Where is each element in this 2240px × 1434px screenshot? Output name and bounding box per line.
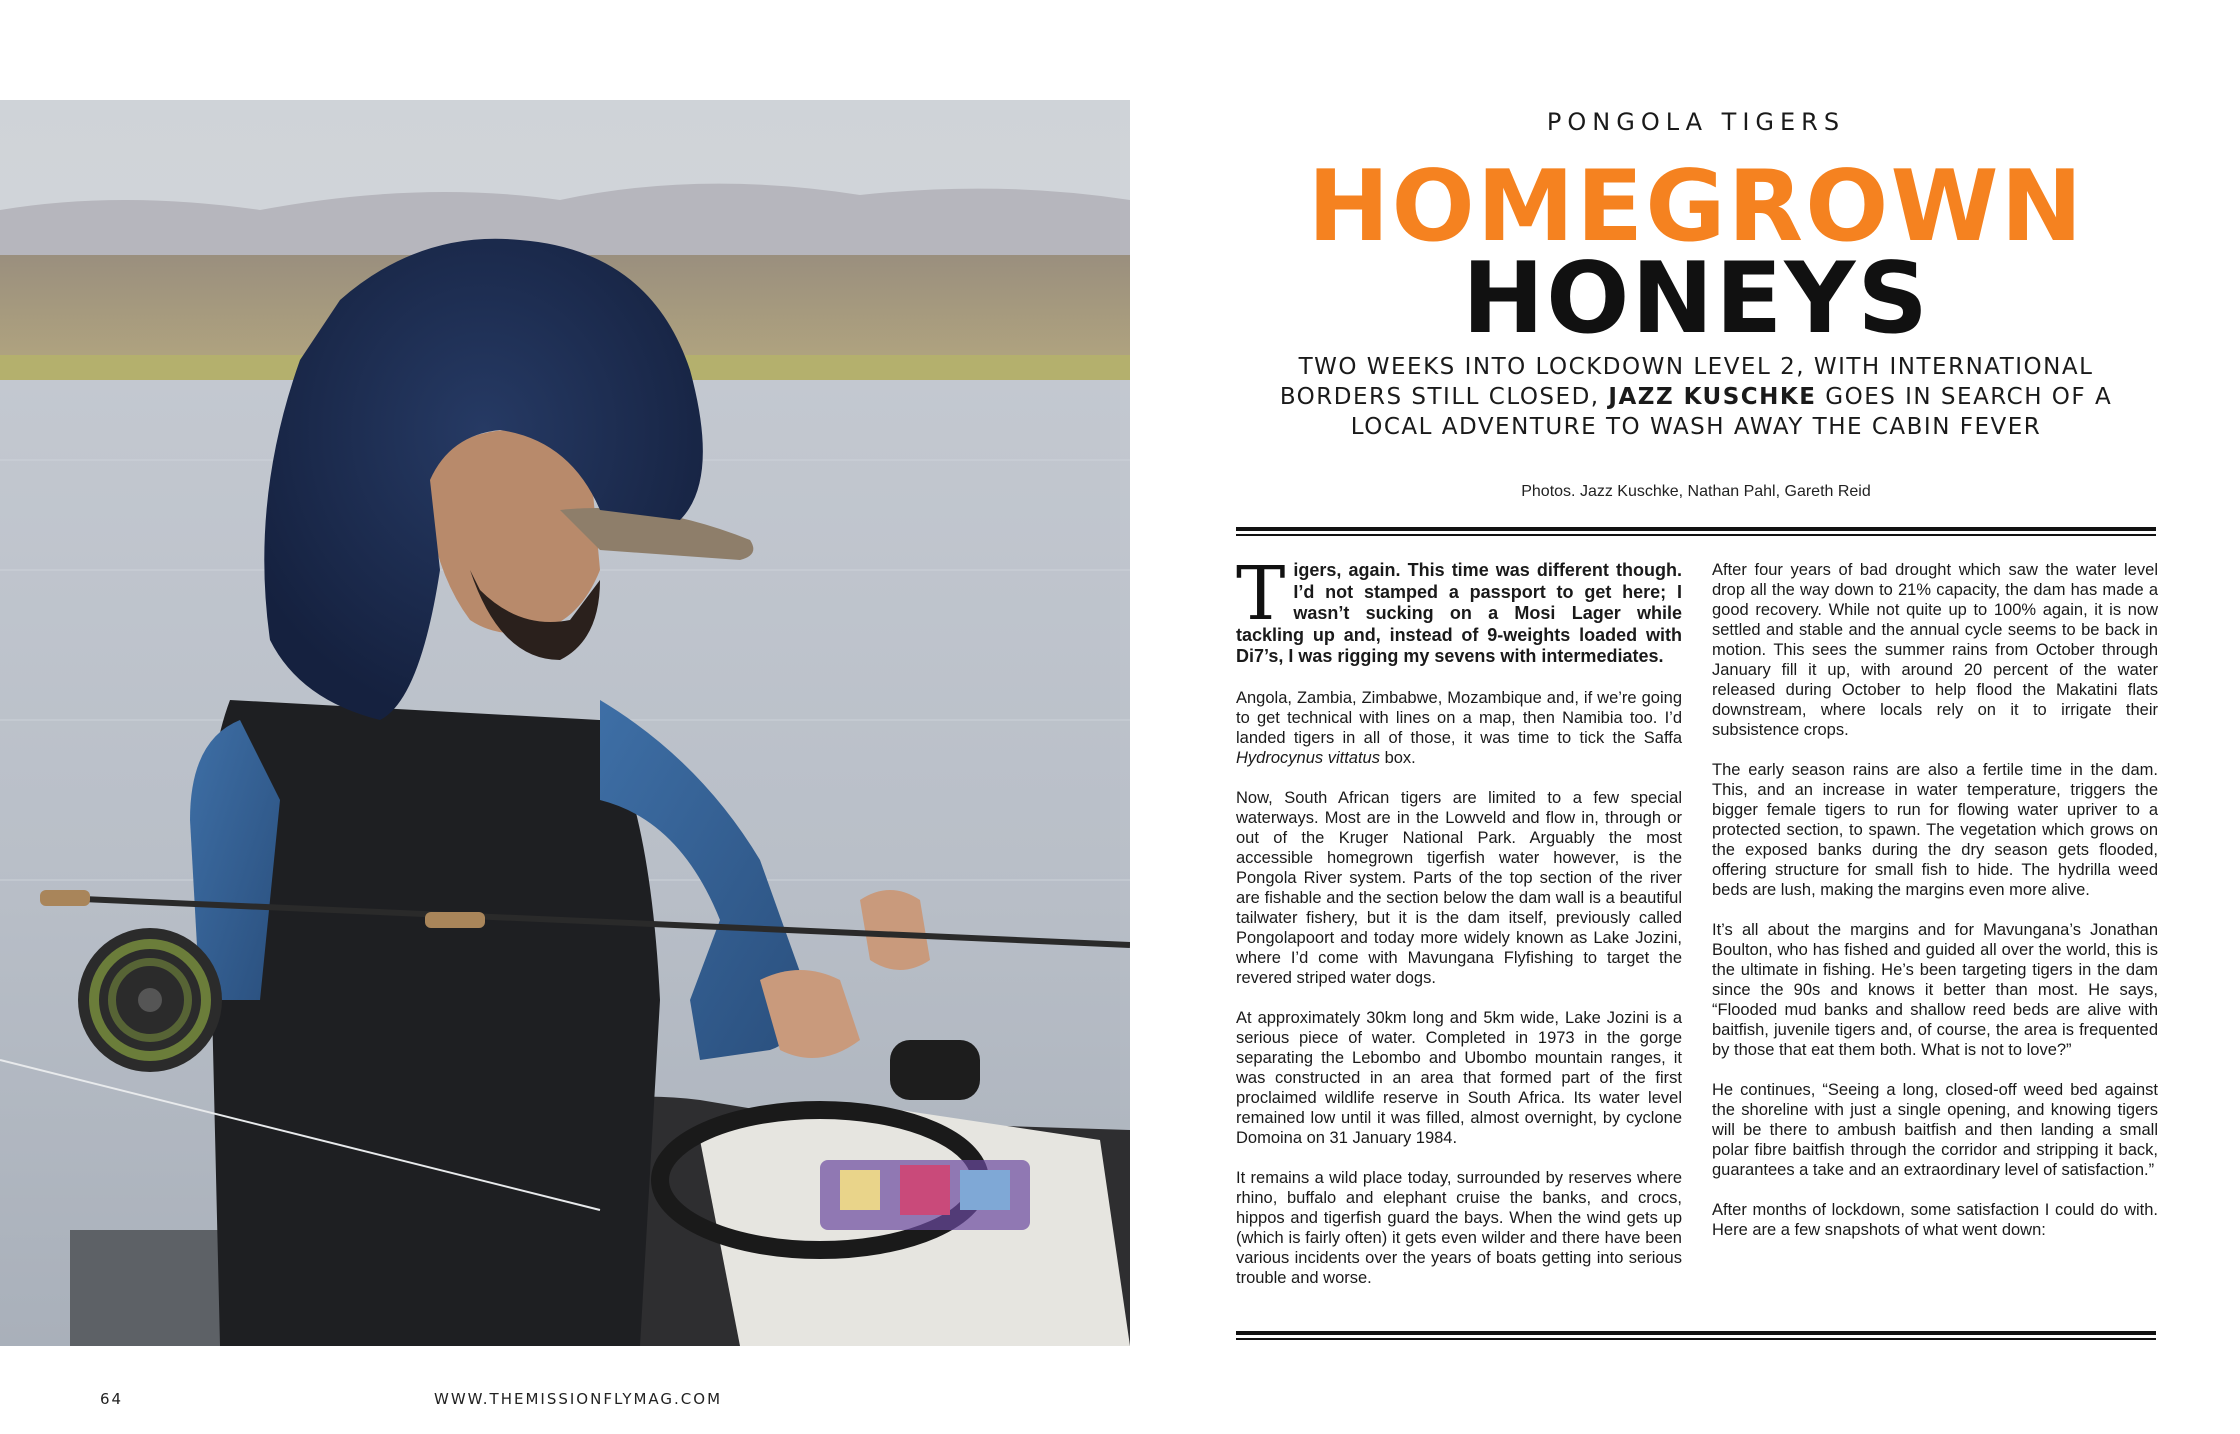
double-rule-bottom [1236, 1331, 2156, 1341]
standfirst [1276, 352, 2116, 442]
body-paragraph-8: He continues, “Seeing a long, closed-off weed bed against the shoreline with just a single opening, and knowing tigers will be there to ambush baitfish and then landing a small polar fibre baitfish through the corridor and stripping it back, guarantees a take and an extraordinary level of satisfaction.” [1712, 1081, 2158, 1179]
paragraph-1-text: Angola, Zambia, Zimbabwe, Mozambique and, if we’re going to get technical with lines on a map, then Namibia too. I’d landed tigers in all of those, it was time to tick the Saffa [1236, 688, 1682, 747]
species-name: Hydrocynus vittatus [1236, 748, 1380, 767]
body-paragraph-1 [1236, 688, 1682, 768]
lede-text: igers, again. This time was different though. I’d not stamped a passport to get here; I wasn’t sucking on a Mosi Lager while tackling up and, instead of 9-weights loaded with Di7’s, I was rigging my sevens with intermediates. [1236, 560, 1682, 666]
body-paragraph-6: The early season rains are also a fertile time in the dam. This, and an increase in water temperature, triggers the bigger female tigers to run for flowing water upriver to a protected section, to spawn. The vegetation which grows on the exposed banks during the dry season gets flooded, offering structure for small fish to hide. The hydrilla weed beds are lush, making the margins even more alive. [1712, 761, 2158, 899]
body-paragraph-7: It’s all about the margins and for Mavungana’s Jonathan Boulton, who has fished and guided all over the world, this is the ultimate in fishing. He’s been targeting tigers in the dam since the 90s and knows it better than most. He says, “Flooded mud banks and shallow reed beds are alive with baitfish, juvenile tigers and, of course, the area is frequented by those that eat them both. What is not to love?” [1712, 921, 2158, 1059]
standfirst-author: JAZZ KUSCHKE [1608, 384, 1817, 410]
lede-paragraph [1236, 551, 1682, 668]
page-number: 64 [100, 1390, 124, 1408]
body-paragraph-5: After four years of bad drought which saw the water level drop all the way down to 21% capacity, the dam has made a good recovery. While not quite up to 100% again, it is now settled and stable and the annual cycle seems to be back in motion. This sees the summer rains from October through January fill it up, with around 20 percent of the water released during October to help flood the Makatini flats downstream, where locals rely on it to irrigate their subsistence crops. [1712, 561, 2158, 739]
body-column-left [1236, 551, 1682, 1308]
standfirst-text-after: GOES IN SEARCH OF A LOCAL ADVENTURE TO WASH AWAY THE CABIN FEVER [1350, 384, 2113, 440]
section-kicker: PONGOLA TIGERS [1546, 108, 1846, 136]
headline-line-2: HONEYS [1462, 242, 1930, 356]
body-paragraph-4: It remains a wild place today, surrounded by reserves where rhino, buffalo and elephant cruise the banks, and crocs, hippos and tigerfish guard the bays. When the wind gets up (which is fairly often) it gets even wilder and there have been various incidents over the years of boats getting into serious trouble and worse. [1236, 1168, 1682, 1287]
website-footer: WWW.THEMISSIONFLYMAG.COM [434, 1390, 723, 1408]
body-paragraph-2: Now, South African tigers are limited to a few special waterways. Most are in the Lowveld and flow in, through or out of the Kruger National Park. Arguably the most accessible homegrown tigerfish water however, is the Pongola River system. Parts of the top section of the river are fishable and the section below the dam wall is a beautiful tailwater fishery, but it is the dam itself, previously called Pongolapoort and today more widely known as Lake Jozini, where I’d come with Mavungana Flyfishing to target the revered striped water dogs. [1236, 788, 1682, 987]
paragraph-1-end: box. [1384, 748, 1416, 767]
double-rule-top [1236, 527, 2156, 537]
body-paragraph-3: At approximately 30km long and 5km wide, Lake Jozini is a serious piece of water. Completed in 1973 in the gorge separating the Lebombo and Ubombo mountain ranges, it was constructed in an area that formed part of the first proclaimed wildlife reserve in South Africa. Its water level remained low until it was filled, almost overnight, by cyclone Domoina on 31 January 1984. [1236, 1008, 1682, 1147]
headline-line-1: HOMEGROWN [1307, 150, 2085, 264]
standfirst-text-before: TWO WEEKS INTO LOCKDOWN LEVEL 2, WITH INTERNATIONAL BORDERS STILL CLOSED, [1279, 354, 2094, 410]
body-column-right [1712, 560, 2158, 1260]
hero-photo [0, 100, 1130, 1346]
drop-cap: T [1236, 551, 1286, 637]
body-paragraph-9: After months of lockdown, some satisfaction I could do with. Here are a few snapshots of what went down: [1712, 1201, 2158, 1239]
photo-credits: Photos. Jazz Kuschke, Nathan Pahl, Gareth Reid [1521, 483, 1871, 500]
